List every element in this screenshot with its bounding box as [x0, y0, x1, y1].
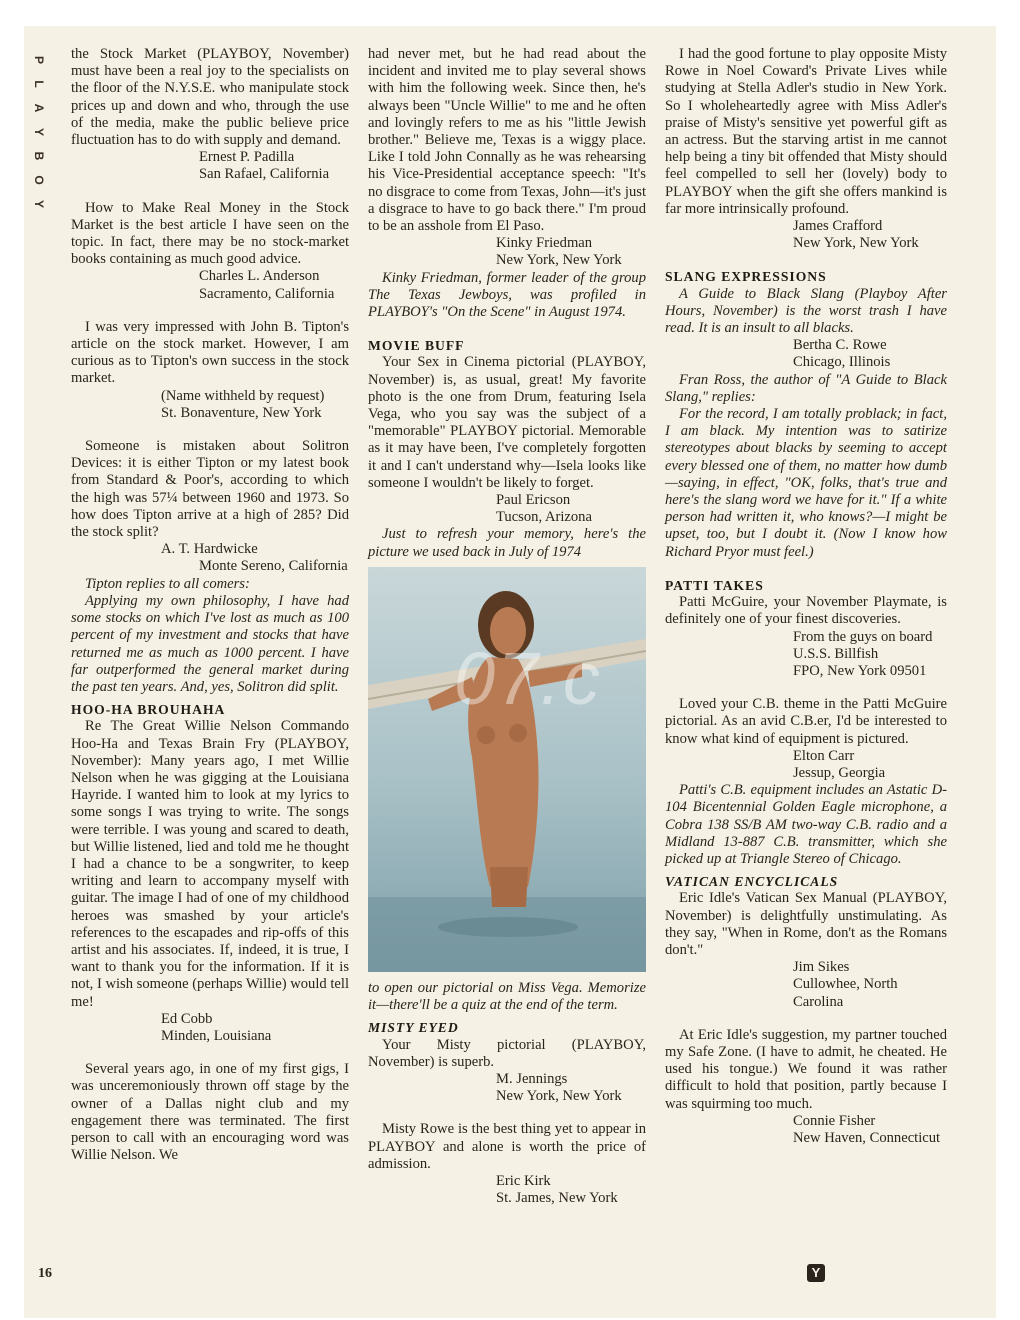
signature-location: Minden, Louisiana: [161, 1027, 272, 1044]
section-heading: MISTY EYED: [368, 1020, 459, 1036]
signature-name: Jim Sikes: [793, 959, 850, 976]
letter-text: Several years ago, in one of my first gigs, I was unceremoniously thrown off stage by the owner of a Dallas night club and my engagement there was terminated. The first person to call with an encouraging word was Willie Nelson. We: [71, 1061, 349, 1164]
signature-name: (Name withheld by request): [161, 387, 325, 404]
signature-location: New York, New York: [496, 252, 622, 269]
section-heading: VATICAN ENCYCLICALS: [665, 874, 839, 890]
signature-location: New Haven, Connecticut: [793, 1129, 941, 1146]
signature-name: From the guys on board: [793, 628, 933, 645]
signature-location: Chicago, Illinois: [793, 354, 891, 371]
section-heading: HOO-HA BROUHAHA: [71, 702, 226, 718]
signature-location: St. Bonaventure, New York: [161, 404, 322, 421]
letter-text: I was very impressed with John B. Tipton's article on the stock market. However, I am curious as to Tipton's own success in the stock market.: [71, 318, 349, 387]
reply-intro: Fran Ross, the author of "A Guide to Black Slang," replies:: [665, 371, 947, 405]
section-heading: PATTI TAKES: [665, 577, 764, 593]
signature-location: FPO, New York 09501: [793, 662, 927, 679]
letter-text: Re The Great Willie Nelson Commando Hoo-Ha and Texas Brain Fry (PLAYBOY, November): Many years ago, I met Willie Nelson when he was gigging at the Louisiana Hayride. I wanted him to look at my lyrics to some songs I was trying to write. The songs were terrible. I was young and scared to death, but Willie listened, lied and told me he thought I had a chance to be a songwriter, to keep writing and learn to accompany myself with guitar. The image I had of one of my childhood heroes was smashed by your article's references to the escapades and rip-offs of this artist and his associates. If, indeed, it is true, I want to thank you for the information. If it is not, I wish someone (perhaps Willie) would tell me!: [71, 718, 349, 1010]
signature-location: New York, New York: [793, 235, 919, 252]
signature-name: M. Jennings: [496, 1070, 568, 1087]
signature-location: Tucson, Arizona: [496, 509, 592, 526]
signature-name: James Crafford: [793, 218, 883, 235]
magazine-page: [24, 26, 996, 1318]
spine-letter: L: [32, 80, 46, 88]
letter-text: Misty Rowe is the best thing yet to appear in PLAYBOY and alone is worth the price of admission.: [368, 1121, 646, 1172]
photo-figure: [368, 567, 646, 972]
column-3: [665, 46, 947, 1147]
signature-name: Paul Ericson: [496, 492, 571, 509]
signature-location: New York, New York: [496, 1088, 622, 1105]
letter-text: Loved your C.B. theme in the Patti McGuire pictorial. As an avid C.B.er, I'd be interested to know what kind of equipment is pictured.: [665, 696, 947, 747]
signature-name: Ed Cobb: [161, 1010, 213, 1027]
signature-name: Eric Kirk: [496, 1172, 551, 1189]
column-1: [71, 46, 349, 1164]
letter-text: Someone is mistaken about Solitron Devices: it is either Tipton or my latest book from Standard & Poor's, according to which the high was 57¼ between 1960 and 1973. So how does Tipton arrive at a high of 285? Did the stock split?: [71, 438, 349, 541]
signature-location: Jessup, Georgia: [793, 764, 886, 781]
signature-name: Kinky Friedman: [496, 235, 593, 252]
letter-text: the Stock Market (PLAYBOY, November) must have been a real joy to the specialists on the floor of the N.Y.S.E. who manipulate stock prices up and down and who, through the use of the media, make the public believe price fluctuation has to do with supply and demand.: [71, 46, 349, 149]
signature-name: Elton Carr: [793, 747, 855, 764]
spine-letter: Y: [32, 127, 46, 136]
watermark: 07.c: [454, 637, 602, 720]
letter-text: Your Sex in Cinema pictorial (PLAYBOY, November) is, as usual, great! My favorite photo is the one from Drum, featuring Isela Vega, who you say was the subject of a "memorable" PLAYBOY pictorial. Memorable as it may have been, I've completely forgotten it and I can't understand why—Isela looks like someone I wouldn't be likely to forget.: [368, 354, 646, 491]
photo-illustration: [368, 567, 646, 972]
letter-text: A Guide to Black Slang (Playboy After Hours, November) is the worst trash I have read. It is an insult to all blacks.: [665, 285, 947, 337]
signature-location: Monte Sereno, California: [199, 558, 348, 575]
signature-name: Connie Fisher: [793, 1112, 876, 1129]
signature-name: A. T. Hardwicke: [161, 541, 258, 558]
reply-text: Applying my own philosophy, I have had some stocks on which I've lost as much as 100 percent of my investment and stocks that have returned me as much as 1000 percent. I have far outperformed the general market during the past ten years. And, yes, Solitron did split.: [71, 592, 349, 695]
letter-text: At Eric Idle's suggestion, my partner touched my Safe Zone. (I have to admit, he cheated. He used his tongue.) We found it was rather difficult to hold that position, partly because I was squirming too much.: [665, 1026, 947, 1112]
letter-text: Eric Idle's Vatican Sex Manual (PLAYBOY, November) is delightfully unstimulating. As they say, "When in Rome, don't as the Romans don't.": [665, 890, 947, 958]
signature-location: Cullowhee, North Carolina: [793, 976, 898, 1010]
letter-text: How to Make Real Money in the Stock Market is the best article I have seen on the topic. In fact, there may be no stock-market books containing as much good advice.: [71, 199, 349, 268]
spine-letter: Y: [32, 199, 46, 208]
reply-intro: Tipton replies to all comers:: [85, 575, 250, 592]
letter-text: Patti McGuire, your November Playmate, is definitely one of your finest discoveries.: [665, 594, 947, 628]
signature-location: San Rafael, California: [199, 166, 330, 183]
editor-note: Kinky Friedman, former leader of the group The Texas Jewboys, was profiled in PLAYBOY's "On the Scene" in August 1974.: [368, 269, 646, 321]
spine-masthead: [30, 48, 48, 216]
signature-location: Sacramento, California: [199, 285, 335, 302]
letter-text: I had the good fortune to play opposite Misty Rowe in Noel Coward's Private Lives while studying at Stella Adler's studio in New York. So I wholeheartedly agree with Miss Adler's praise of Misty's sensitive yet powerful gift as an actress. But the starving artist in me cannot help being a tiny bit offended that Misty should feel compelled to sell her (lovely) body to PLAYBOY when the gift she offers mankind is far more intrinsically profound.: [665, 46, 947, 217]
bunny-logo-icon: Y: [807, 1264, 825, 1282]
letter-text: Your Misty pictorial (PLAYBOY, November) is superb.: [368, 1036, 646, 1070]
page-number: 16: [38, 1266, 52, 1281]
signature-name: Charles L. Anderson: [199, 268, 320, 285]
photo-caption: to open our pictorial on Miss Vega. Memorize it—there'll be a quiz at the end of the term.: [368, 979, 646, 1014]
letter-text: had never met, but he had read about the incident and invited me to play several shows with him the following week. Since then, he's always been "Uncle Willie" to me and he often and lovingly refers to me as his "little Jewish brother." Believe me, Texas is a wiggy place. Like I told John Connally as he was rehearsing his Vice-Presidential acceptance speech: "It's no disgrace to come from Texas, John—it's just a disgrace to have to go back there." I'm proud to be an asshole from El Paso.: [368, 46, 646, 235]
column-2: [368, 46, 646, 1207]
section-heading: SLANG EXPRESSIONS: [665, 269, 827, 285]
signature-name: Bertha C. Rowe: [793, 337, 887, 354]
reply-text: Patti's C.B. equipment includes an Astatic D-104 Bicentennial Golden Eagle microphone, a Cobra 138 SS/B AM two-way C.B. radio and a Midland 13-887 C.B. transmitter, which she picked up at Triangle Stereo of Chicago.: [665, 782, 947, 867]
signature-location: St. James, New York: [496, 1190, 618, 1207]
spine-letter: P: [32, 55, 46, 64]
reply-text: For the record, I am totally problack; in fact, I am black. My intention was to satirize stereotypes about blacks by seeming to accept every blessed one of them, no matter how dumb—saying, in effect, "OK, folks, that's true and here's the slang word we have for it." If a white person had written it, who knows?—I might be upset, too, but I doubt it. (Now I know how Richard Pryor must feel.): [665, 406, 947, 560]
section-heading: MOVIE BUFF: [368, 338, 465, 354]
spine-letter: B: [32, 151, 46, 161]
spine-letter: O: [32, 175, 46, 185]
spine-letter: A: [32, 103, 46, 113]
signature-name: Ernest P. Padilla: [199, 149, 295, 166]
editor-note: Just to refresh your memory, here's the picture we used back in July of 1974: [368, 526, 646, 560]
signature-location: U.S.S. Billfish: [793, 645, 879, 662]
